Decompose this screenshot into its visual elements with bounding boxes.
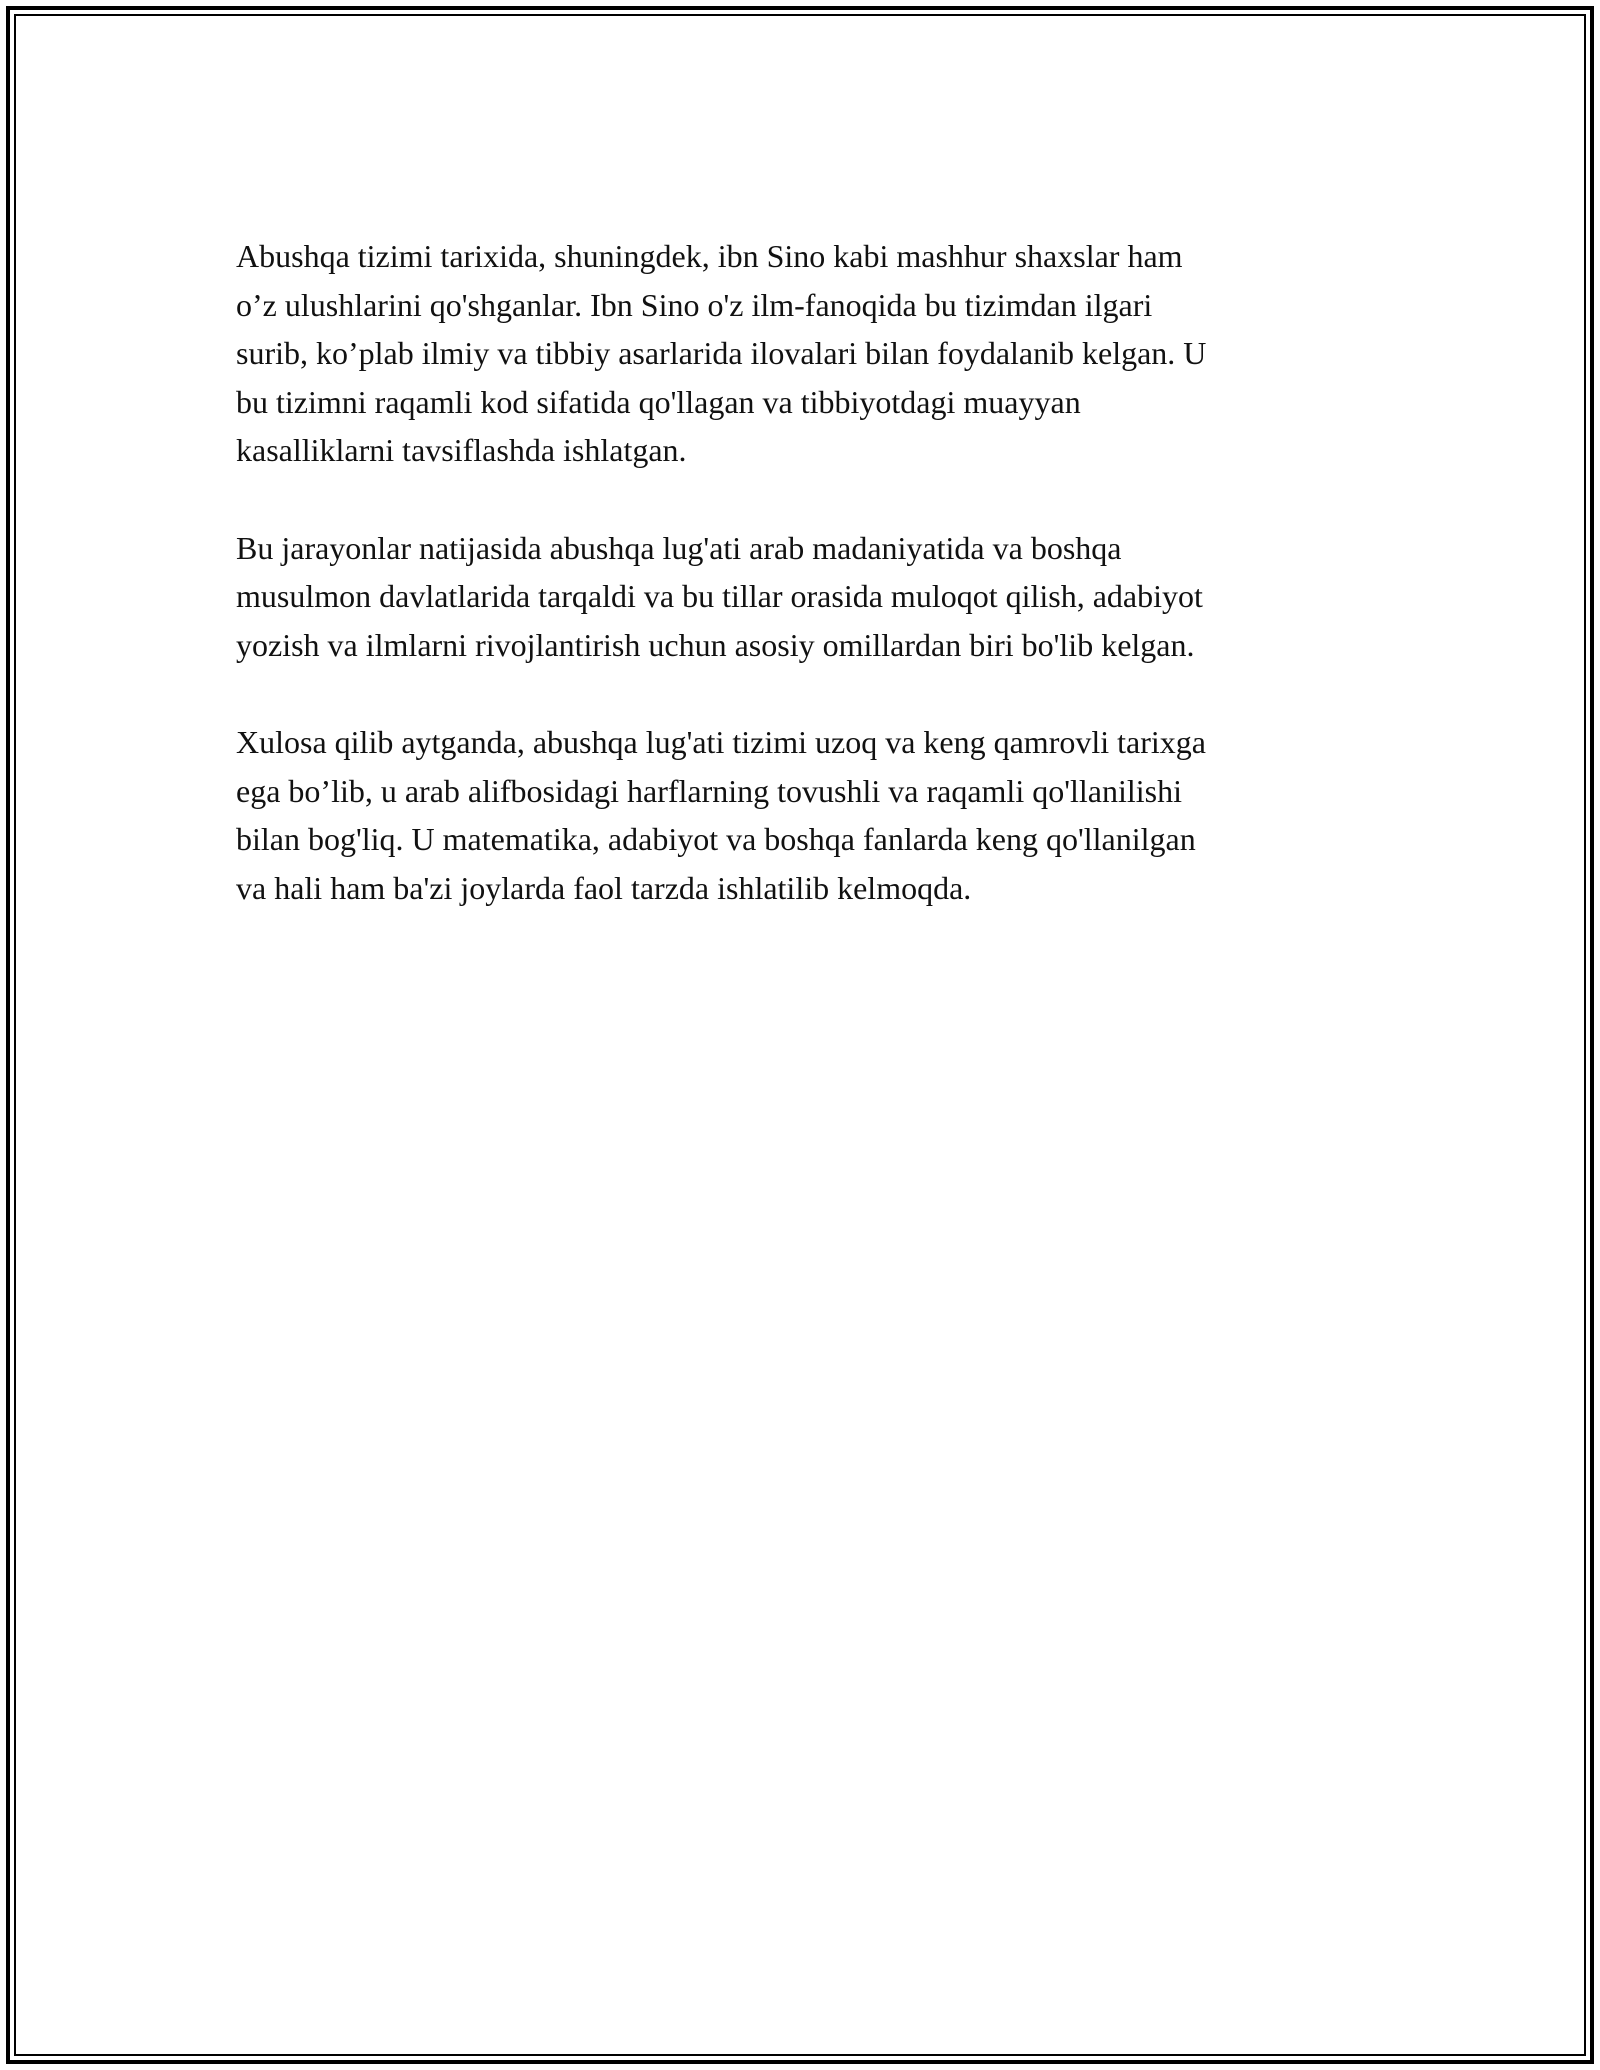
text-line: surib, ko’plab ilmiy va tibbiy asarlarida ilovalari bilan foydalanib kelgan. U [236, 335, 1207, 371]
text-line: o’z ulushlarini qo'shganlar. Ibn Sino o'z ilm-fanoqida bu tizimdan ilgari [236, 286, 1153, 323]
text-line: bilan bog'liq. U matematika, adabiyot va boshqa fanlarda keng qo'llanilgan [236, 821, 1196, 857]
text-line: Xulosa qilib aytganda, abushqa lug'ati tizimi uzoq va keng qamrovli tarixga [236, 724, 1206, 760]
text-line: va hali ham ba'zi joylarda faol tarzda ishlatilib kelmoqda. [236, 869, 972, 906]
text-line: Bu jarayonlar natijasida abushqa lug'ati arab madaniyatida va boshqa [236, 529, 1122, 566]
text-line: musulmon davlatlarida tarqaldi va bu tillar orasida muloqot qilish, adabiyot [236, 578, 1203, 614]
document-body [236, 232, 1356, 961]
text-line: kasalliklarni tavsiflashda ishlatgan. [236, 432, 687, 468]
paragraph-2 [236, 524, 1356, 670]
text-line: ega bo’lib, u arab alifbosidagi harflarning tovushli va raqamli qo'llanilishi [236, 772, 1182, 809]
paragraph-1 [236, 232, 1356, 475]
text-line: Abushqa tizimi tarixida, shuningdek, ibn Sino kabi mashhur shaxslar ham [236, 238, 1183, 274]
paragraph-3 [236, 718, 1356, 912]
text-line: bu tizimni raqamli kod sifatida qo'llagan va tibbiyotdagi muayyan [236, 383, 1081, 420]
text-line: yozish va ilmlarni rivojlantirish uchun asosiy omillardan biri bo'lib kelgan. [236, 626, 1195, 663]
